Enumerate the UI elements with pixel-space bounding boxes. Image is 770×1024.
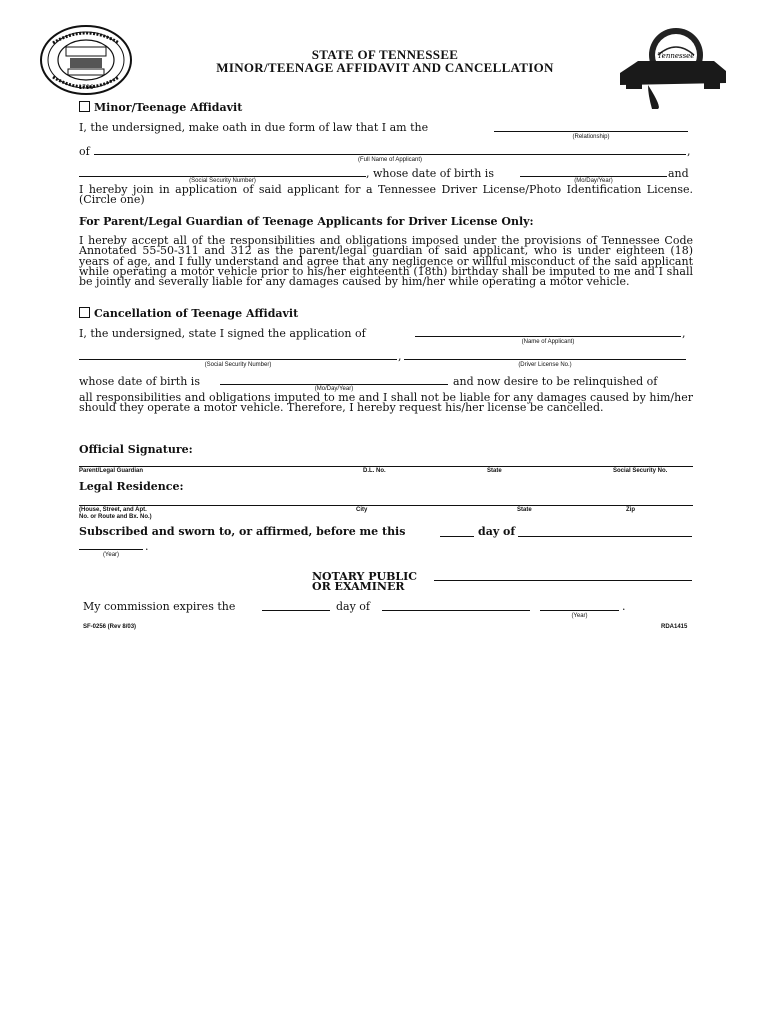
affidavit-ssn-field[interactable] [79,176,366,177]
sworn-year-period: . [145,540,149,553]
commission-day-field[interactable] [262,610,330,611]
form-number: SF-0256 (Rev 8/03) [83,624,137,630]
sworn-day-field[interactable] [440,536,474,537]
cancellation-name-caption: (Name of Applicant) [521,339,575,345]
notary-signature-field[interactable] [434,580,692,581]
affidavit-ssn-caption: (Social Security Number) [189,178,256,184]
svg-text:1796: 1796 [78,84,94,91]
cancellation-checkbox[interactable] [79,307,90,318]
cancellation-dob-caption: (Mo/Day/Year) [314,386,354,392]
cancellation-body-text: all responsibilities and obligations imputed to me and I shall not be liable for any damages caused by him/her should they operate a motor vehicle. Therefore, I hereby request his/her license be cancelled. [79,391,693,415]
commission-day-of: day of [336,600,371,613]
ssn-caption: Social Security No. [613,468,668,474]
affidavit-oath-text: I, the undersigned, make oath in due form of law that I am the [79,121,429,134]
affidavit-dob-caption: (Mo/Day/Year) [574,178,613,184]
commission-text: My commission expires the [83,600,236,613]
cancellation-name-comma: , [682,327,686,340]
sworn-month-field[interactable] [518,536,692,537]
cancellation-heading [79,307,298,320]
sworn-year-caption: (Year) [102,552,120,558]
official-signature-heading: Official Signature: [79,443,193,456]
commission-year-field[interactable] [540,610,619,611]
and-label: and [668,167,689,180]
sworn-text: Subscribed and sworn to, or affirmed, before me this [79,525,406,538]
relinquish-text: and now desire to be relinquished of [453,375,658,388]
legal-residence-field[interactable] [79,505,693,506]
guardian-heading: For Parent/Legal Guardian of Teenage Applicants for Driver License Only: [79,215,534,228]
applicant-name-field[interactable] [94,154,686,155]
cancellation-dl-caption: (Driver License No.) [518,362,572,368]
cancellation-ssn-caption: (Social Security Number) [204,362,272,368]
of-label: of [79,145,90,158]
house-caption: (House, Street, and Apt. [79,507,147,513]
svg-text:Tennessee: Tennessee [657,52,695,60]
relationship-caption: (Relationship) [572,134,610,140]
cancellation-dob-field[interactable] [220,384,448,385]
state-caption: State [487,468,502,474]
commission-year-caption: (Year) [571,613,588,619]
affidavit-dob-label: , whose date of birth is [366,167,494,180]
residence-state-caption: State [517,507,532,513]
cancellation-dob-label: whose date of birth is [79,375,200,388]
affidavit-dob-field[interactable] [520,176,667,177]
join-application-text: I hereby join in application of said applicant for a Tennessee Driver License/Photo Identification License. (Circle one) [79,183,693,207]
relationship-field[interactable] [494,131,688,132]
commission-month-field[interactable] [382,610,530,611]
affidavit-heading-label: Minor/Teenage Affidavit [94,101,243,114]
guardian-signature-field[interactable] [79,466,693,467]
affidavit-checkbox[interactable] [79,101,90,112]
notary-label: NOTARY PUBLIC [312,570,418,583]
cancellation-applicant-name-field[interactable] [415,336,681,337]
form-title-line2: MINOR/TEENAGE AFFIDAVIT AND CANCELLATION [216,60,554,75]
form-title-line1: STATE OF TENNESSEE [311,47,459,62]
guardian-responsibility-text: I hereby accept all of the responsibilities and obligations imposed under the provisions of Tennessee Code Annotated 55-50-311 and 312 as the parent/legal guardian of said applicant, who is under eighteen (18) years of age, and I fully understand and agree that any negligence or willful misconduct of the said applicant while operating a motor vehicle prior to his/her eighteenth (18th) birthday shall be imputed to me and I shall be jointly and severally liable for any damages caused by him/her while operating a motor vehicle. [79,234,693,289]
cancellation-ssn-comma: , [398,350,402,363]
house-caption-line2: No. or Route and Bx. No.) [79,514,152,520]
zip-caption: Zip [626,507,635,513]
guardian-caption: Parent/Legal Guardian [79,468,144,474]
sworn-year-field[interactable] [79,549,143,550]
rda-number: RDA1415 [661,624,688,630]
city-caption: City [356,507,368,513]
cancellation-statement-text: I, the undersigned, state I signed the application of [79,327,366,340]
cancellation-heading-label: Cancellation of Teenage Affidavit [94,307,299,320]
cancellation-dl-field[interactable] [404,359,686,360]
applicant-name-comma: , [687,145,691,158]
legal-residence-heading: Legal Residence: [79,480,184,493]
dl-no-caption: D.L. No. [363,468,386,474]
commission-period: . [622,600,626,613]
sworn-day-of: day of [478,525,516,538]
affidavit-heading [79,101,242,114]
examiner-label: OR EXAMINER [312,580,405,593]
cancellation-ssn-field[interactable] [79,359,397,360]
full-name-caption: (Full Name of Applicant) [357,157,423,163]
